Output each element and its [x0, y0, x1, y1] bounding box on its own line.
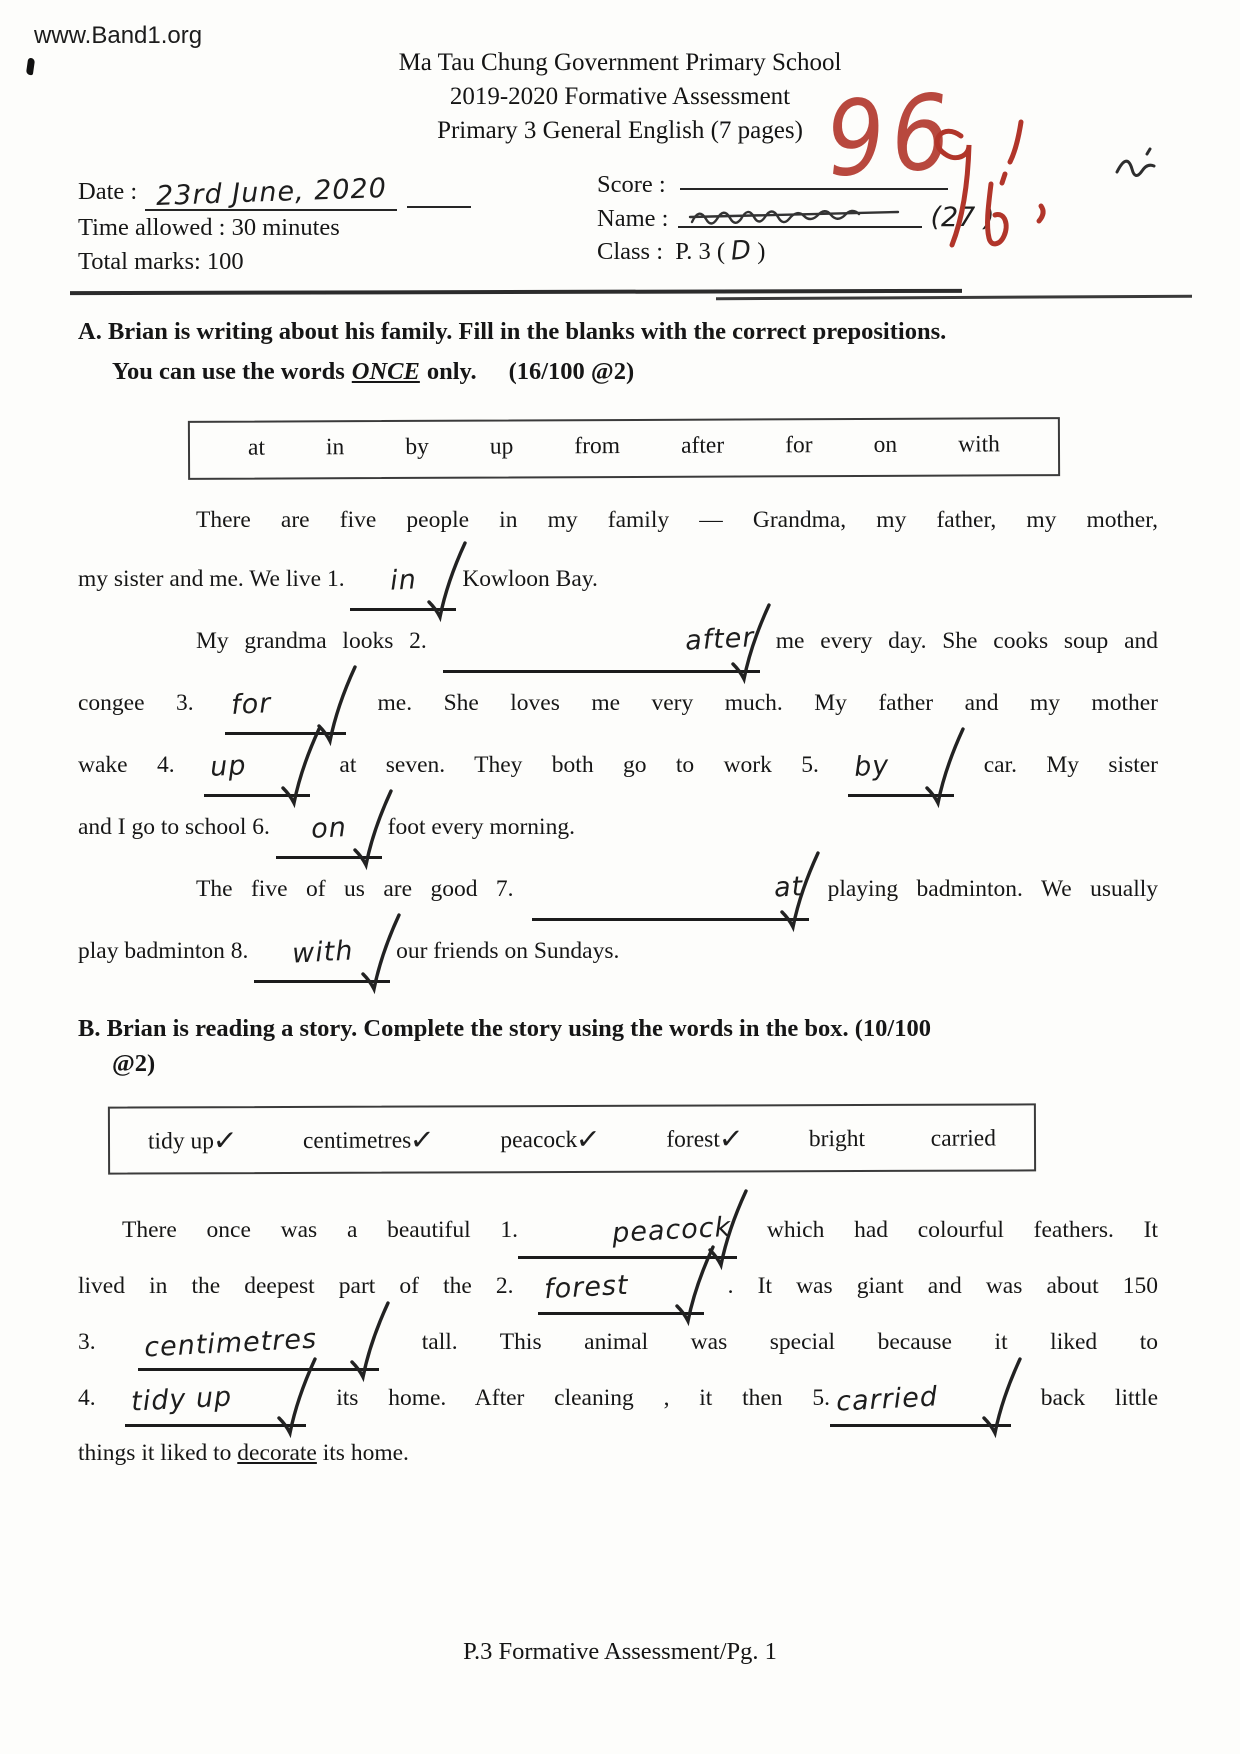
assessment-title: 2019-2020 Formative Assessment: [449, 83, 791, 110]
handwritten-answer: centimetres: [143, 1323, 318, 1364]
printed-text: congee 3.: [78, 690, 226, 716]
paragraph-line: [78, 549, 1158, 611]
class-label: Class :: [597, 238, 664, 265]
printed-text: 4.: [78, 1385, 126, 1411]
paragraph-line: [78, 735, 1158, 797]
answer-blank: [848, 735, 954, 797]
handwritten-class-letter: D: [730, 235, 753, 267]
word-box-word: in: [325, 434, 345, 461]
score-label: Score :: [597, 171, 666, 198]
printed-text: me every day. She cooks soup and: [759, 628, 1158, 654]
section-b-passage: [78, 1203, 1158, 1479]
date-row: [78, 174, 471, 211]
paragraph-line: [78, 1203, 1158, 1259]
date-label: Date :: [78, 178, 138, 205]
printed-text: at seven. They both go to work 5.: [310, 752, 849, 778]
answer-blank: [350, 549, 456, 611]
teacher-check-mark: ✓: [409, 1121, 436, 1158]
school-name: Ma Tau Chung Government Primary School: [398, 49, 842, 76]
underlined-word: decorate: [237, 1440, 317, 1466]
printed-text: things it liked to: [78, 1440, 238, 1466]
word-box-word: up: [489, 433, 514, 460]
word-box-b: [108, 1103, 1036, 1174]
word-box-word: from: [574, 433, 621, 460]
word-box-word: [931, 1126, 996, 1153]
printed-text: me. She loves me very much. My father and my mother: [346, 690, 1158, 716]
printed-text: back little: [1010, 1385, 1158, 1411]
header-divider: [0, 288, 1240, 302]
answer-blank: [204, 735, 310, 797]
paragraph-line: [78, 1427, 1158, 1479]
handwritten-answer: for: [230, 687, 273, 722]
word-box-word: on: [873, 431, 898, 458]
paragraph-line: [78, 921, 1158, 983]
word-box-word: at: [247, 434, 266, 461]
printed-text: playing badminton. We usually: [809, 876, 1158, 902]
printed-text: car. My sister: [954, 752, 1159, 778]
class-row: [597, 235, 994, 268]
word-box-word: after: [681, 432, 725, 459]
word-box-word: [500, 1120, 602, 1157]
printed-text: its home. After cleaning , it then 5.: [306, 1385, 830, 1411]
class-number: (27 ): [930, 202, 995, 233]
printed-text: There once was a beautiful 1.: [122, 1217, 519, 1243]
printed-text: foot every morning.: [381, 814, 575, 840]
word-box-word: with: [958, 431, 1000, 458]
answer-blank: [443, 611, 760, 673]
word-box-word: by: [405, 433, 429, 460]
printed-text: 3.: [78, 1329, 139, 1355]
handwritten-answer: with: [290, 935, 354, 970]
section-b: [78, 1011, 1158, 1479]
section-a-passage: [78, 492, 1158, 983]
section-b-heading: B. Brian is reading a story. Complete the story using the words in the box. (10/100: [78, 1015, 931, 1042]
paragraph-line: [78, 673, 1158, 735]
handwritten-answer: on: [310, 812, 348, 845]
handwritten-date: 23rd June, 2020: [155, 172, 388, 213]
total-marks: Total marks: 100: [78, 248, 244, 275]
printed-text: lived in the deepest part of the 2.: [78, 1273, 538, 1299]
paper-title: Primary 3 General English (7 pages): [437, 117, 803, 144]
handwritten-answer: forest: [542, 1269, 629, 1306]
printed-text: tall. This animal was special because it liked to: [379, 1329, 1159, 1355]
teacher-check-mark: ✓: [211, 1122, 239, 1158]
word-box-word-text: tidy up: [147, 1128, 214, 1155]
handwritten-answer: carried: [835, 1381, 939, 1418]
printed-text: . It was giant and was about 150: [703, 1273, 1158, 1299]
paragraph-line: [78, 1371, 1158, 1427]
answer-blank: [225, 673, 346, 735]
section-a: [78, 314, 1158, 983]
section-b-heading-cont: @2): [112, 1050, 156, 1077]
word-box-word: [147, 1121, 239, 1158]
printed-text: our friends on Sundays.: [390, 938, 620, 964]
section-a-marks: (16/100 @2): [508, 358, 635, 385]
word-box-word-text: bright: [808, 1125, 866, 1153]
teacher-check-mark: ✓: [717, 1120, 745, 1157]
answer-blank: [538, 1259, 704, 1315]
printed-text: There are five people in my family — Grandma, my father, my mother,: [196, 507, 1158, 533]
word-box-word: for: [785, 432, 813, 459]
printed-text: my sister and me. We live 1.: [78, 566, 351, 592]
handwritten-answer: after: [683, 622, 755, 657]
paragraph-line: [78, 492, 1158, 549]
word-box-word-text: forest: [666, 1126, 720, 1153]
printed-text: wake 4.: [78, 752, 205, 778]
printed-text: Kowloon Bay.: [456, 566, 598, 592]
printed-text: My grandma looks 2.: [196, 628, 443, 654]
word-box-word: [666, 1119, 745, 1157]
paragraph-line: [78, 1259, 1158, 1315]
section-a-instructions: You can use the words ONCE only. (16/100 @2): [112, 358, 635, 385]
printed-text: and I go to school 6.: [78, 814, 276, 840]
paragraph-line: [78, 797, 1158, 859]
answer-blank: [830, 1371, 1011, 1427]
handwritten-name-scribble: [686, 202, 912, 230]
handwritten-answer: by: [853, 750, 891, 783]
section-a-heading: A. Brian is writing about his family. Fill in the blanks with the correct prepositions.: [78, 318, 947, 345]
handwritten-answer: in: [389, 564, 418, 597]
printed-text: its home.: [316, 1440, 409, 1466]
paragraph-line: [78, 1315, 1158, 1371]
handwritten-answer: peacock: [611, 1211, 732, 1249]
word-box-word-text: peacock: [500, 1126, 578, 1154]
word-box-word: [809, 1126, 865, 1153]
answer-blank: [125, 1371, 306, 1427]
word-box-word-text: carried: [930, 1125, 997, 1152]
word-box-word: [302, 1120, 436, 1158]
once-emphasis: ONCE: [351, 358, 420, 385]
answer-blank: [254, 921, 390, 983]
paragraph-line: [78, 611, 1158, 673]
handwritten-score: 96: [822, 71, 960, 201]
paragraph-line: [78, 859, 1158, 921]
class-value: P. 3 ( D ): [675, 235, 766, 267]
answer-blank: [276, 797, 382, 859]
time-allowed: Time allowed : 30 minutes: [78, 214, 340, 241]
handwritten-answer: tidy up: [130, 1381, 234, 1418]
checker-initial-dot: [1147, 149, 1150, 154]
word-box-word-text: centimetres: [302, 1127, 412, 1154]
answer-blank: [518, 1203, 737, 1259]
name-row: [597, 201, 994, 235]
date-underline-extra: [407, 206, 471, 208]
answer-blank: [532, 859, 809, 921]
teacher-check-mark: ✓: [575, 1121, 602, 1157]
page-footer: P.3 Formative Assessment/Pg. 1: [463, 1638, 777, 1665]
name-label: Name :: [597, 205, 669, 232]
answer-blank: [138, 1315, 379, 1371]
handwritten-answer: up: [209, 750, 248, 783]
printed-text: The five of us are good 7.: [196, 876, 532, 902]
handwritten-answer: at: [773, 871, 805, 904]
printed-text: which had colourful feathers. It: [737, 1217, 1158, 1243]
printed-text: play badminton 8.: [78, 938, 255, 964]
watermark-url: www.Band1.org: [34, 22, 203, 49]
word-box-a: [188, 417, 1060, 480]
